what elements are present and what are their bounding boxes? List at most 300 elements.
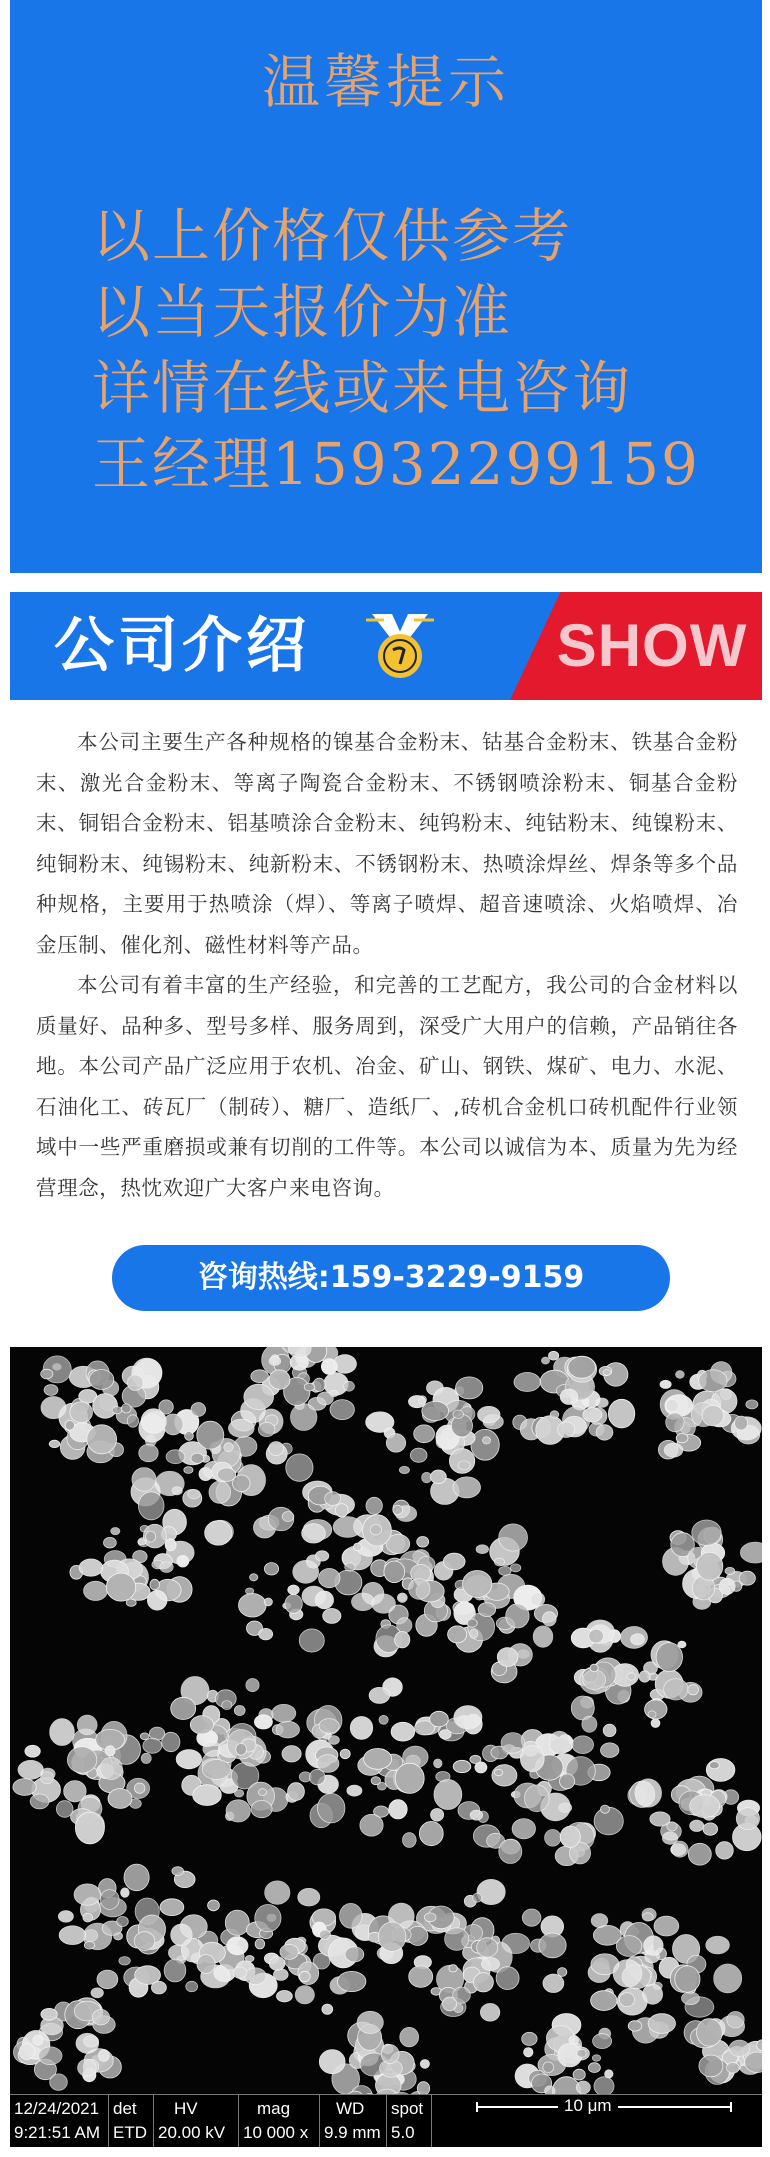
powder-particle: [277, 1991, 293, 2002]
powder-particle: [696, 1552, 722, 1580]
powder-particle: [369, 1687, 390, 1703]
powder-particle: [384, 1561, 405, 1583]
notice-line-contact: 详情在线或来电咨询: [92, 354, 633, 422]
powder-particle: [255, 1939, 265, 1949]
powder-particle: [727, 2012, 744, 2028]
powder-particle: [340, 1749, 350, 1759]
powder-particle: [185, 1432, 194, 1441]
powder-particle: [740, 1542, 762, 1563]
powder-particle: [470, 1755, 481, 1763]
powder-particle: [524, 2048, 533, 2057]
powder-particle: [92, 2009, 109, 2025]
powder-particle: [127, 1415, 138, 1427]
powder-particle: [727, 2062, 740, 2073]
powder-particle: [419, 1822, 443, 1846]
powder-particle: [590, 1664, 598, 1672]
powder-particle: [699, 2055, 723, 2077]
powder-particle: [453, 1410, 464, 1418]
powder-particle: [372, 1594, 396, 1613]
powder-particle: [138, 1539, 146, 1545]
powder-particle: [660, 1380, 671, 1388]
powder-particle: [111, 1528, 120, 1535]
powder-particle: [648, 2014, 675, 2034]
powder-particle: [497, 1648, 518, 1667]
powder-particle: [106, 1573, 135, 1601]
powder-particle: [483, 1437, 491, 1444]
powder-particle: [417, 1537, 429, 1548]
powder-particle: [286, 1454, 313, 1481]
powder-particle: [315, 1591, 333, 1609]
powder-particle: [229, 1419, 255, 1437]
powder-particle: [25, 1745, 40, 1757]
powder-particle: [542, 1612, 556, 1626]
powder-particle: [616, 1936, 642, 1957]
powder-particle: [417, 2082, 429, 2095]
company-intro-banner: [10, 592, 762, 700]
powder-particle: [729, 2040, 749, 2056]
powder-particle: [164, 1959, 186, 1982]
powder-particle: [323, 1609, 341, 1624]
powder-particle: [226, 1800, 250, 1822]
powder-particle: [431, 1809, 444, 1822]
powder-particle: [99, 2050, 110, 2062]
powder-particle: [209, 1481, 231, 1503]
powder-particle: [478, 1603, 495, 1617]
powder-particle: [470, 1629, 478, 1638]
powder-particle: [399, 1466, 409, 1473]
powder-particle: [329, 1736, 340, 1745]
powder-particle: [184, 1467, 193, 1474]
powder-particle: [38, 2047, 62, 2065]
powder-particle: [298, 1888, 320, 1906]
powder-particle: [501, 1733, 525, 1754]
powder-particle: [506, 1604, 529, 1628]
powder-particle: [255, 1905, 281, 1932]
powder-particle: [656, 1643, 682, 1672]
sem-mag-cell: [239, 2095, 320, 2147]
powder-particle: [482, 1958, 500, 1971]
powder-particle: [259, 1628, 273, 1639]
powder-particle: [233, 1475, 251, 1492]
sem-det-label: det: [113, 2099, 137, 2118]
powder-particle: [172, 1867, 184, 1876]
sem-info-bar: [10, 2094, 762, 2147]
powder-particle: [246, 1679, 259, 1692]
powder-particle: [84, 1581, 108, 1600]
powder-particle: [676, 1433, 688, 1442]
powder-particle: [650, 1812, 670, 1826]
powder-particle: [703, 1823, 718, 1835]
powder-particle: [151, 1981, 166, 1994]
sem-micrograph: [10, 1347, 762, 2147]
powder-particle: [709, 1762, 719, 1769]
powder-particle: [644, 1936, 663, 1955]
powder-particle: [146, 1531, 156, 1542]
powder-particle: [583, 1408, 602, 1422]
powder-particle: [639, 1671, 650, 1682]
powder-particle: [121, 1888, 130, 1897]
powder-particle: [706, 1936, 730, 1954]
powder-particle: [322, 2004, 333, 2014]
powder-particle: [471, 1429, 499, 1460]
powder-particle: [302, 1524, 326, 1543]
powder-particle: [391, 1722, 415, 1741]
powder-particle: [666, 1399, 679, 1412]
powder-particle: [112, 1407, 122, 1414]
powder-particle: [246, 1588, 254, 1594]
sem-det-value: ETD: [113, 2123, 147, 2142]
powder-particle: [409, 1966, 433, 1987]
powder-particle: [104, 1537, 117, 1548]
powder-particle: [473, 1973, 493, 1992]
powder-particle: [395, 1632, 410, 1648]
powder-particle: [431, 1470, 447, 1484]
powder-particle: [171, 1924, 192, 1946]
powder-particle: [59, 1926, 85, 1945]
powder-particle: [89, 1370, 114, 1390]
powder-particle: [315, 1551, 328, 1561]
powder-particle: [18, 1760, 43, 1779]
powder-particle: [318, 1794, 345, 1823]
powder-particle: [480, 2004, 499, 2022]
powder-particle: [522, 2032, 537, 2045]
powder-particle: [560, 1389, 578, 1404]
powder-particle: [608, 1399, 634, 1428]
powder-particle: [560, 1774, 575, 1789]
powder-particle: [414, 1425, 435, 1443]
powder-particle: [706, 1759, 735, 1782]
powder-particle: [264, 1563, 278, 1575]
powder-particle: [191, 1403, 206, 1417]
powder-particle: [224, 1443, 233, 1452]
powder-particle: [735, 1416, 748, 1430]
powder-particle: [354, 1543, 362, 1551]
powder-particle: [299, 1971, 310, 1981]
powder-particle: [424, 1913, 436, 1922]
powder-particle: [75, 1812, 104, 1844]
powder-particle: [395, 1763, 424, 1793]
powder-particle: [13, 1779, 36, 1796]
company-intro-text: [36, 722, 738, 1208]
powder-particle: [79, 1559, 103, 1576]
powder-particle: [304, 1383, 315, 1391]
powder-particle: [234, 1706, 245, 1716]
powder-particle: [163, 1414, 183, 1435]
banner-title: 公司介绍: [54, 611, 310, 681]
powder-particle: [258, 1789, 266, 1796]
powder-particle: [583, 1670, 606, 1690]
powder-particle: [166, 1450, 185, 1464]
powder-particle: [197, 1421, 224, 1449]
powder-particle: [160, 1899, 184, 1916]
powder-particle: [635, 1779, 662, 1807]
powder-particle: [347, 1785, 362, 1796]
powder-particle: [186, 1981, 198, 1991]
powder-particle: [560, 1826, 580, 1847]
powder-particle: [619, 1993, 634, 2007]
powder-particle: [30, 1794, 49, 1809]
powder-particle: [463, 1571, 492, 1598]
powder-particle: [235, 1790, 244, 1797]
sem-spot-value: 5.0: [391, 2123, 415, 2142]
notice-title: 温馨提示: [261, 48, 510, 116]
sem-wd-cell: [320, 2095, 387, 2147]
powder-particle: [65, 1421, 74, 1431]
powder-particle: [603, 1724, 616, 1736]
powder-particle: [690, 1795, 720, 1818]
powder-particle: [688, 1843, 711, 1865]
powder-particle: [719, 1578, 735, 1594]
powder-particle: [41, 1397, 66, 1419]
powder-particle: [319, 1569, 340, 1588]
powder-particle: [594, 2077, 614, 2095]
powder-particle: [543, 2062, 554, 2073]
powder-particle: [67, 1747, 96, 1773]
powder-particle: [244, 1384, 274, 1409]
powder-particle: [177, 1555, 189, 1567]
powder-particle: [746, 1400, 758, 1409]
powder-particle: [688, 1685, 699, 1695]
powder-particle: [379, 1715, 388, 1724]
powder-particle: [49, 1440, 60, 1447]
powder-particle: [276, 1721, 299, 1738]
sem-wd-value: 9.9 mm: [324, 2123, 381, 2142]
powder-particle: [545, 1830, 561, 1847]
powder-particle: [664, 1679, 688, 1700]
sem-det-cell: [109, 2095, 154, 2147]
powder-particle: [477, 1938, 498, 1957]
powder-particle: [690, 1820, 704, 1831]
powder-particle: [458, 1461, 470, 1470]
powder-particle: [495, 1558, 505, 1566]
powder-particle: [542, 1357, 550, 1364]
powder-particle: [403, 1833, 417, 1848]
powder-particle: [592, 2055, 600, 2061]
powder-particle: [422, 1401, 449, 1420]
powder-particle: [397, 1593, 407, 1602]
powder-particle: [295, 1986, 314, 2004]
notice-line-quote: 以当天报价为准: [92, 278, 513, 346]
powder-particle: [138, 1492, 164, 1520]
powder-particle: [319, 2050, 345, 2074]
powder-particle: [654, 1916, 679, 1936]
powder-particle: [269, 1957, 285, 1971]
powder-particle: [139, 1444, 158, 1461]
powder-particle: [596, 1425, 613, 1440]
powder-particle: [664, 1443, 683, 1457]
powder-particle: [716, 1842, 734, 1859]
sem-mag-label: mag: [257, 2099, 291, 2118]
powder-particle: [628, 2021, 642, 2031]
powder-particle: [589, 1629, 604, 1643]
powder-particle: [601, 1743, 619, 1758]
sem-hv-value: 20.00 kV: [158, 2123, 226, 2142]
powder-particle: [330, 1400, 354, 1420]
medal-icon: [362, 610, 438, 682]
powder-particle: [236, 1744, 247, 1756]
powder-particle: [582, 1716, 597, 1732]
powder-particle: [499, 1566, 511, 1575]
powder-particle: [122, 1404, 132, 1413]
powder-particle: [78, 2059, 97, 2076]
powder-particle: [430, 1711, 449, 1727]
powder-particle: [543, 1974, 564, 1992]
powder-particle: [217, 1468, 235, 1482]
powder-particle: [409, 1396, 426, 1408]
powder-particle: [319, 1930, 330, 1940]
powder-particle: [591, 1914, 608, 1928]
powder-particle: [550, 1411, 559, 1418]
sem-hv-label: HV: [174, 2099, 198, 2118]
powder-particle: [141, 1753, 151, 1763]
powder-particle: [577, 2049, 586, 2057]
powder-particle: [227, 1937, 248, 1955]
powder-particle: [127, 1375, 143, 1391]
powder-particle: [344, 1381, 355, 1391]
powder-particle: [593, 2034, 612, 2049]
powder-particle: [443, 1997, 457, 2011]
sem-hv-cell: [154, 2095, 239, 2147]
powder-particle: [56, 1801, 73, 1818]
powder-particle: [588, 2063, 600, 2073]
powder-particle: [245, 1968, 267, 1985]
powder-particle: [539, 1933, 566, 1958]
powder-particle: [675, 1966, 700, 1992]
powder-particle: [558, 1422, 575, 1438]
powder-particle: [568, 1356, 596, 1378]
powder-particle: [456, 1377, 483, 1399]
powder-particle: [648, 1711, 656, 1718]
powder-particle: [651, 1719, 660, 1728]
powder-particle: [725, 1567, 735, 1574]
powder-particle: [643, 1913, 654, 1921]
powder-particle: [188, 1489, 200, 1498]
powder-particle: [573, 2069, 585, 2080]
powder-particle: [258, 1422, 275, 1436]
powder-particle: [512, 1819, 535, 1839]
powder-particle: [345, 1947, 364, 1962]
powder-particle: [41, 1369, 53, 1379]
warm-notice-panel: [10, 0, 762, 573]
powder-particle: [467, 1619, 477, 1627]
powder-particle: [108, 1789, 132, 1809]
powder-particle: [389, 1800, 407, 1819]
powder-particle: [93, 1394, 118, 1419]
powder-particle: [453, 1477, 480, 1498]
powder-particle: [627, 1673, 636, 1680]
powder-particle: [386, 1434, 405, 1452]
powder-particle: [453, 1760, 471, 1772]
notice-line-manager-phone: 王经理15932299159: [92, 430, 700, 498]
powder-particle: [41, 2008, 57, 2020]
powder-particle: [473, 1893, 482, 1902]
powder-particle: [134, 1783, 145, 1793]
show-label: SHOW: [556, 612, 748, 679]
sem-wd-label: WD: [336, 2099, 365, 2118]
powder-particle: [50, 1719, 75, 1746]
powder-particle: [100, 1890, 119, 1910]
powder-particle: [76, 2033, 99, 2053]
powder-particle: [603, 1370, 611, 1376]
powder-particle: [335, 1504, 348, 1517]
hotline-button[interactable]: 咨询热线:159-3229-9159: [112, 1245, 670, 1311]
powder-particle: [269, 1370, 290, 1389]
sem-time: 9:21:51 AM: [14, 2123, 101, 2142]
powder-particle: [449, 1965, 457, 1972]
powder-particle: [325, 1492, 341, 1506]
intro-paragraph-experience: 本公司有着丰富的生产经验，和完善的工艺配方，我公司的合金材料以质量好、品种多、型号多样、服务周到，深受广大用户的信赖，产品销往各地。本公司产品广泛应用于农机、冶金、矿山、钢铁、煤矿、电力、水泥、石油化工、砖瓦厂（制砖）、糖厂、造纸厂、,砖机合金机口砖机配件行业领域中一些严重磨损或兼有切削的工件等。本公司以诚信为本、质量为先为经营理念，热忱欢迎广大客户来电咨询。: [36, 973, 738, 1200]
powder-particle: [378, 1922, 406, 1951]
powder-particle: [132, 1468, 156, 1492]
powder-particle: [160, 1562, 173, 1573]
powder-particle: [265, 1881, 290, 1904]
powder-particle: [499, 1524, 528, 1551]
powder-particle: [191, 1453, 204, 1463]
powder-particle: [697, 2019, 723, 2046]
powder-particle: [299, 1629, 324, 1652]
powder-particle: [288, 1585, 299, 1595]
powder-particle: [205, 1521, 232, 1545]
powder-particle: [454, 1706, 482, 1729]
powder-particle: [264, 1598, 272, 1606]
powder-particle: [84, 1942, 94, 1950]
powder-particles-image: [10, 1347, 762, 2095]
powder-particle: [340, 1903, 363, 1928]
powder-particle: [70, 1402, 93, 1423]
powder-particle: [443, 1553, 465, 1570]
powder-particle: [549, 1351, 559, 1360]
sem-spot-cell: [387, 2095, 432, 2147]
sem-date: 12/24/2021: [14, 2099, 100, 2118]
powder-particle: [366, 1497, 382, 1514]
powder-particle: [251, 1370, 269, 1383]
powder-particle: [319, 1719, 339, 1734]
intro-paragraph-products: 本公司主要生产各种规格的镍基合金粉末、钴基合金粉末、铁基合金粉末、激光合金粉末、等离子陶瓷合金粉末、不锈钢喷涂粉末、铜基合金粉末、铜铝合金粉末、铝基喷涂合金粉末、纯钨粉末、纯钴粉末、纯镍粉末、纯铜粉末、纯锡粉末、纯新粉末、不锈钢粉末、热喷涂焊丝、焊条等多个品种规格，主要用于热喷涂（焊）、等离子喷焊、超音速喷涂、火焰喷焊、冶金压制、催化剂、磁性材料等产品。: [36, 730, 738, 957]
powder-particle: [445, 1928, 469, 1951]
powder-particle: [119, 1957, 130, 1965]
powder-particle: [117, 1917, 129, 1927]
powder-particle: [448, 1626, 467, 1643]
powder-particle: [83, 1913, 93, 1922]
powder-particle: [360, 1814, 383, 1836]
powder-particle: [364, 1749, 392, 1770]
scale-label: 10 μm: [558, 2096, 618, 2116]
powder-particle: [440, 1730, 452, 1739]
powder-particle: [143, 1738, 162, 1753]
powder-particle: [171, 1697, 196, 1719]
powder-particle: [631, 1634, 645, 1645]
powder-particle: [208, 1900, 220, 1911]
powder-particle: [124, 1864, 149, 1891]
powder-particle: [254, 1715, 272, 1729]
powder-particle: [591, 1991, 617, 2011]
powder-particle: [250, 1574, 258, 1581]
powder-particle: [530, 1593, 544, 1606]
powder-particle: [410, 1448, 427, 1462]
notice-line-reference: 以上价格仅供参考: [92, 202, 573, 270]
powder-particle: [682, 1992, 700, 2005]
powder-particle: [470, 1810, 482, 1820]
powder-particle: [370, 1525, 381, 1535]
powder-particle: [100, 1757, 122, 1779]
powder-particle: [291, 1404, 317, 1431]
powder-particle: [272, 1704, 296, 1722]
powder-particle: [87, 1425, 117, 1454]
powder-particle: [350, 1717, 372, 1740]
powder-particle: [702, 1405, 724, 1426]
powder-particle: [245, 1956, 254, 1962]
powder-particle: [233, 1967, 247, 1978]
